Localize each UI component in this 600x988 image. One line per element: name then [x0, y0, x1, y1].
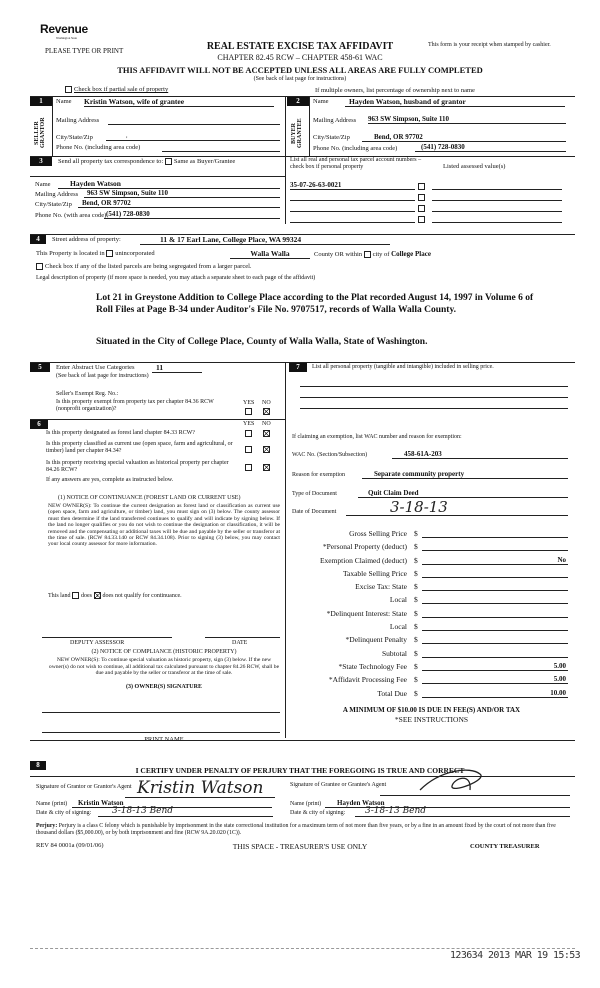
- current-use-yes-checkbox[interactable]: [245, 445, 254, 453]
- buyer-city[interactable]: Bend, OR 97702: [362, 133, 566, 142]
- parcel-number-4[interactable]: [290, 222, 415, 223]
- historic-no-checkbox[interactable]: [263, 463, 272, 471]
- segregated-checkbox[interactable]: [36, 263, 43, 270]
- tax-row-label: Taxable Selling Price: [342, 568, 407, 578]
- tax-row-value[interactable]: [422, 529, 568, 538]
- does-not-qualify-checkbox[interactable]: [94, 592, 101, 599]
- see-back-note: (See back of last page for instructions): [253, 76, 347, 82]
- abstract-use-category[interactable]: 11: [152, 363, 202, 373]
- assessed-value-2[interactable]: [432, 200, 562, 201]
- legal-description-label: Legal description of property (if more space is needed, you may attach a separate sheet to each page of the affidavit): [36, 275, 316, 281]
- does-qualify-checkbox[interactable]: [72, 592, 79, 599]
- property-county[interactable]: Walla Walla: [230, 249, 310, 259]
- tax-row-currency: $: [414, 608, 418, 618]
- tax-row-label: Subtotal: [381, 648, 407, 658]
- tax-calculation-table: [290, 528, 570, 701]
- correspondence-name[interactable]: Hayden Watson: [58, 179, 280, 189]
- parcel-personal-checkbox-4[interactable]: [418, 215, 427, 223]
- perjury-notice: Perjury: Perjury is a class C felony which is punishable by imprisonment in the state correctional institution for a maximum term of not more than five years, or by a fine in an amount fixed by the court of not more than five thousand dollars ($5,000.00), or by both imprisonment and fine (RCW 9A.20.020 (1C)).: [36, 823, 556, 836]
- section-7-badge: 7: [289, 363, 307, 372]
- tax-row: [290, 568, 570, 581]
- notice-of-compliance: NEW OWNER(S): To continue special valuation as historic property, sign (3) below. If the new owner(s) do not wish to continue, all additional tax calculated pursuant to chapter 84.26 RCW, shall be due and payable by the seller or transferor at the time of sale.: [48, 657, 280, 677]
- tax-row-value[interactable]: [422, 609, 568, 618]
- tax-row-label: *Delinquent Interest: State: [326, 608, 407, 618]
- tax-row: [290, 581, 570, 594]
- tax-row-label: Local: [389, 595, 407, 605]
- tax-row: [290, 661, 570, 674]
- located-row: This Property is located in unincorporated: [36, 250, 155, 257]
- situated-statement: Situated in the City of College Place, County of Walla Walla, State of Washington.: [96, 337, 428, 347]
- forest-yes-checkbox[interactable]: [245, 429, 254, 437]
- certify-statement: I CERTIFY UNDER PENALTY OF PERJURY THAT THE FOREGOING IS TRUE AND CORRECT: [135, 766, 465, 775]
- tax-row-label: Excise Tax: State: [355, 582, 407, 592]
- seller-phone[interactable]: [162, 151, 280, 152]
- correspondence-mailing[interactable]: 963 SW Simpson, Suite 110: [84, 189, 280, 198]
- grantor-print-name[interactable]: Kristin Watson: [72, 799, 272, 808]
- document-date[interactable]: 3-18-13: [346, 500, 568, 516]
- county-treasurer-label: COUNTY TREASURER: [470, 843, 540, 850]
- multiple-owners-note: If multiple owners, list percentage of ownership next to name: [315, 87, 475, 94]
- county-or-within: County OR within city of College Place: [314, 250, 431, 258]
- form-warning: THIS AFFIDAVIT WILL NOT BE ACCEPTED UNLESS ALL AREAS ARE FULLY COMPLETED: [117, 65, 483, 75]
- section-3-badge: 3: [30, 157, 52, 166]
- tax-row-label: Total Due: [377, 688, 407, 698]
- tax-row: [290, 594, 570, 607]
- assessed-value-3[interactable]: [432, 211, 562, 212]
- correspondence-phone[interactable]: (541) 728-0830: [104, 210, 280, 219]
- tax-row-currency: $: [414, 675, 418, 685]
- form-title: REAL ESTATE EXCISE TAX AFFIDAVIT: [206, 41, 394, 52]
- tax-row-currency: $: [414, 688, 418, 698]
- correspondence-label: Send all property tax correspondence to: Same as Buyer/Grantee: [58, 158, 236, 165]
- tax-row-value[interactable]: 5.00: [422, 675, 568, 684]
- parcel-number-2[interactable]: [290, 200, 415, 201]
- tax-row: [290, 648, 570, 661]
- assessed-value-1[interactable]: [432, 189, 562, 190]
- buyer-phone[interactable]: (541) 728-0830: [415, 143, 566, 152]
- unincorporated-checkbox[interactable]: [106, 250, 113, 257]
- seller-mailing[interactable]: [108, 124, 280, 125]
- section-1-badge: 1: [30, 97, 52, 106]
- tax-row-value[interactable]: 10.00: [422, 689, 568, 698]
- receipt-note: This form is your receipt when stamped by cashier.: [428, 42, 551, 48]
- property-street-address[interactable]: 11 & 17 Earl Lane, College Place, WA 99324: [140, 235, 390, 245]
- grantor-date-city[interactable]: 3-18-13 Bend: [98, 806, 273, 817]
- tax-row-value[interactable]: No: [422, 556, 568, 565]
- tax-row: [290, 688, 570, 701]
- tax-row-currency: $: [414, 595, 418, 605]
- wac-number[interactable]: 458-61A-203: [392, 450, 568, 459]
- grantee-date-city[interactable]: 3-18-13 Bend: [355, 806, 570, 817]
- tax-row-currency: $: [414, 568, 418, 578]
- buyer-mailing[interactable]: 963 SW Simpson, Suite 110: [368, 115, 566, 124]
- section-5-badge: 5: [30, 363, 50, 372]
- tax-row-currency: $: [414, 661, 418, 671]
- property-city[interactable]: College Place: [391, 250, 431, 258]
- tax-row-label: *State Technology Fee: [338, 661, 407, 671]
- exemption-reason[interactable]: Separate community property: [362, 470, 568, 479]
- buyer-grantee-label: BUYER GRANTEE: [291, 118, 303, 148]
- assessed-value-4[interactable]: [432, 222, 562, 223]
- legal-description[interactable]: Lot 21 in Greystone Addition to College Place according to the Plat recorded August 14, 1997 in Volume 6 of Roll Files at Page B-34 under Auditor's File No. 9707517, records of Walla Walla County.: [96, 293, 534, 315]
- tax-row-currency: $: [414, 622, 418, 632]
- tax-row-currency: $: [414, 582, 418, 592]
- parcel-number-3[interactable]: [290, 211, 415, 212]
- tax-row-value[interactable]: [422, 622, 568, 631]
- tax-row-label: Gross Selling Price: [349, 529, 407, 538]
- tax-row-value[interactable]: [422, 649, 568, 658]
- section-2-badge: 2: [287, 97, 309, 106]
- section-8-badge: 8: [30, 761, 46, 770]
- partial-sale-checkbox[interactable]: [65, 86, 72, 93]
- tax-row: [290, 608, 570, 621]
- seller-grantor-label: SELLER GRANTOR: [34, 117, 46, 149]
- section-6-badge: 6: [30, 420, 48, 429]
- tax-row-value[interactable]: [422, 569, 568, 578]
- tax-row-currency: $: [414, 529, 418, 538]
- historic-yes-checkbox[interactable]: [245, 463, 254, 471]
- tax-row-currency: $: [414, 635, 418, 645]
- treasurer-stamp: 123634 2013 MAR 19 15:53: [450, 950, 581, 961]
- tax-row-label: Exemption Claimed (deduct): [319, 555, 407, 565]
- treasurer-divider: [30, 948, 575, 949]
- form-chapter: CHAPTER 82.45 RCW – CHAPTER 458-61 WAC: [217, 53, 383, 62]
- same-as-buyer-checkbox[interactable]: [165, 158, 172, 165]
- tax-row-label: Local: [389, 622, 407, 632]
- tax-row-value[interactable]: 5.00: [422, 662, 568, 671]
- current-use-no-checkbox[interactable]: [263, 445, 272, 453]
- tax-row-label: *Delinquent Penalty: [345, 635, 407, 645]
- tax-row: [290, 674, 570, 687]
- tax-row-label: *Affidavit Processing Fee: [328, 675, 407, 685]
- tax-row-value[interactable]: [422, 595, 568, 604]
- grantee-signature-scribble: [380, 768, 570, 794]
- tax-row: [290, 555, 570, 568]
- segregated-row: Check box if any of the listed parcels are being segregated from a larger parcel.: [36, 263, 252, 270]
- nonprofit-yes-checkbox[interactable]: [245, 407, 254, 415]
- tax-row: [290, 634, 570, 647]
- tax-row-value[interactable]: [422, 635, 568, 644]
- tax-row-currency: $: [414, 542, 418, 552]
- parcel-personal-checkbox-2[interactable]: [418, 193, 427, 201]
- city-checkbox[interactable]: [364, 251, 371, 258]
- correspondence-city[interactable]: Bend, OR 97702: [78, 199, 280, 208]
- buyer-name[interactable]: Hayden Watson, husband of grantor: [345, 97, 565, 107]
- parcel-personal-checkbox-1[interactable]: [418, 182, 427, 190]
- seller-name[interactable]: Kristin Watson, wife of grantee: [84, 97, 274, 107]
- notice-of-continuance: NEW OWNER(S): To continue the current designation as forest land or classification as current use (open space, farm and agriculture, or timber) land, you must sign on (3) below. The county assessor must then determine if the land transferred continues to qualify and will indicate by signing below. If the land no longer qualifies or you do not wish to continue the designation or classification, it will be removed and the compensating or additional taxes will be due and payable by the seller or transferor at the time of sale. (RCW 84.33.140 or RCW 84.34.108). Prior to signing (3) below, you may contact your local county assessor for more information.: [48, 503, 280, 548]
- nonprofit-no-checkbox[interactable]: [263, 407, 272, 415]
- grantee-signature[interactable]: [380, 776, 570, 796]
- parcel-number[interactable]: 35-07-26-63-0021: [290, 181, 415, 190]
- treasurer-space-label: THIS SPACE - TREASURER'S USE ONLY: [232, 842, 368, 851]
- seller-city[interactable]: ,: [106, 133, 280, 141]
- section-4-badge: 4: [30, 235, 46, 244]
- tax-row-value[interactable]: [422, 582, 568, 591]
- partial-sale: Check box if partial sale of property: [65, 86, 168, 93]
- tax-row: [290, 528, 570, 541]
- parcel-personal-checkbox-3[interactable]: [418, 204, 427, 212]
- grantee-print-name[interactable]: Hayden Watson: [325, 799, 570, 808]
- type-prompt: PLEASE TYPE OR PRINT: [45, 47, 124, 55]
- document-type[interactable]: Quit Claim Deed: [358, 489, 568, 498]
- forest-no-checkbox[interactable]: [263, 429, 272, 437]
- grantor-signature[interactable]: Kristin Watson: [125, 778, 275, 798]
- tax-row-value[interactable]: [422, 542, 568, 551]
- tax-row-label: *Personal Property (deduct): [322, 542, 407, 552]
- tax-row: [290, 541, 570, 554]
- tax-row-currency: $: [414, 648, 418, 658]
- tax-row-currency: $: [414, 555, 418, 565]
- continuance-row: This land does does not qualify for continuance.: [48, 592, 182, 599]
- form-revision: REV 84 0001a (09/01/06): [36, 842, 104, 849]
- revenue-logo: Revenue Washington State: [40, 22, 88, 40]
- tax-row: [290, 621, 570, 634]
